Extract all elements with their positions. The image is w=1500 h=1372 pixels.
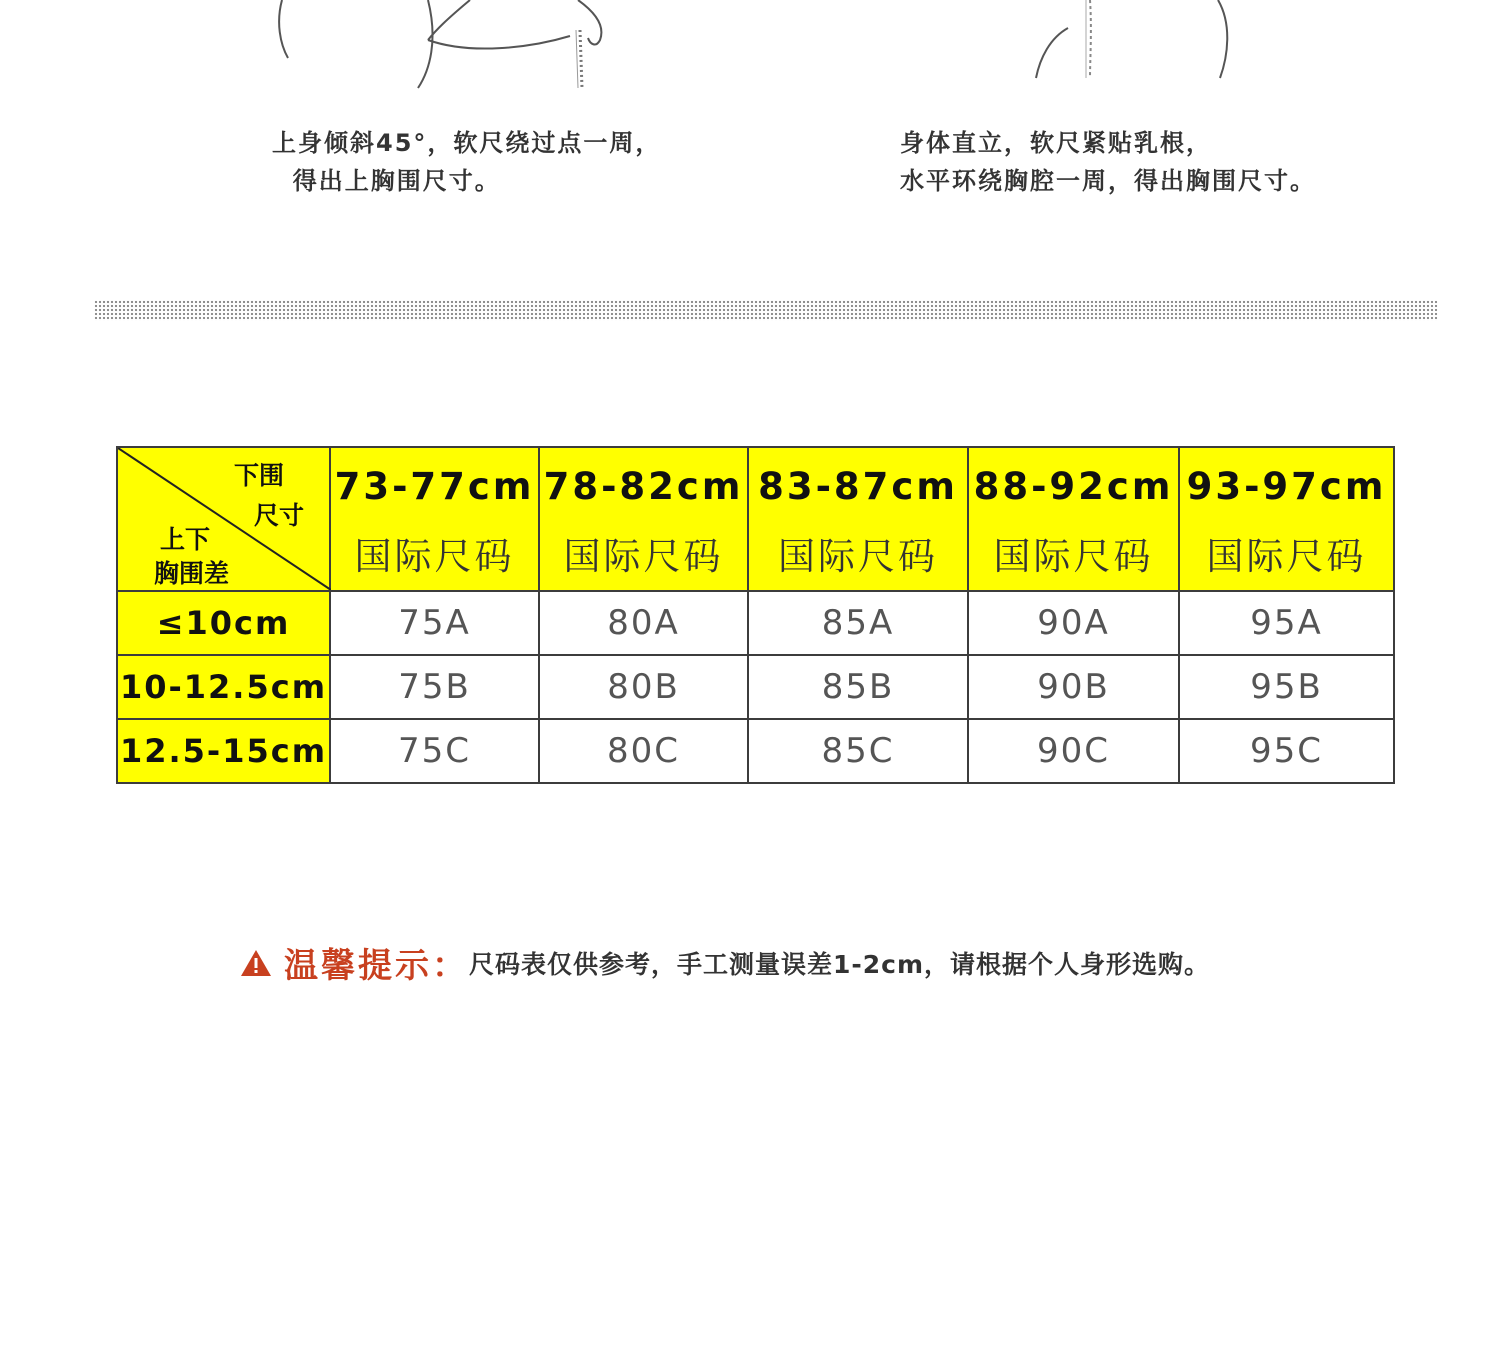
corner-bottom-label-1: 上下	[160, 525, 211, 554]
column-range: 88-92cm	[973, 464, 1174, 508]
column-header-3	[748, 447, 968, 591]
table-row	[117, 719, 1394, 783]
size-cell: 90A	[968, 591, 1179, 655]
column-header-2	[539, 447, 748, 591]
column-range: 83-87cm	[758, 464, 958, 508]
corner-header-cell	[117, 447, 330, 591]
measure-under-bust-illustration	[1020, 0, 1250, 90]
size-cell: 85A	[748, 591, 968, 655]
row-label: 10-12.5cm	[117, 655, 330, 719]
size-cell: 75A	[330, 591, 539, 655]
column-range: 73-77cm	[334, 464, 535, 508]
column-range: 93-97cm	[1186, 464, 1387, 508]
size-cell: 75B	[330, 655, 539, 719]
size-cell: 90C	[968, 719, 1179, 783]
notice-title: 温馨提示：	[284, 946, 469, 986]
size-cell: 95C	[1179, 719, 1394, 783]
column-label: 国际尺码	[354, 534, 515, 578]
caption-upper-bust: 上身倾斜45°，软尺绕过点一周， 得出上胸围尺寸。	[272, 129, 662, 195]
column-label: 国际尺码	[778, 534, 938, 578]
warning-triangle-icon	[240, 948, 272, 978]
column-label: 国际尺码	[993, 534, 1154, 578]
corner-bottom-label-2: 胸围差	[154, 559, 230, 588]
notice-text: 尺码表仅供参考，手工测量误差1-2cm，请根据个人身形选购。	[469, 949, 1211, 979]
measure-upper-bust-illustration	[260, 0, 640, 90]
row-label: ≤10cm	[117, 591, 330, 655]
size-cell: 85B	[748, 655, 968, 719]
table-row	[117, 655, 1394, 719]
row-label: 12.5-15cm	[117, 719, 330, 783]
column-header-5	[1179, 447, 1394, 591]
table-header-row	[117, 447, 1394, 591]
size-cell: 80B	[539, 655, 748, 719]
size-cell: 90B	[968, 655, 1179, 719]
column-header-1	[330, 447, 539, 591]
column-label: 国际尺码	[1206, 534, 1367, 578]
size-cell: 75C	[330, 719, 539, 783]
column-header-4	[968, 447, 1179, 591]
corner-top-label-1: 下围	[234, 461, 285, 490]
size-cell: 80C	[539, 719, 748, 783]
warm-tip-notice	[240, 938, 1210, 987]
corner-top-label-2: 尺寸	[254, 501, 305, 530]
size-cell: 85C	[748, 719, 968, 783]
dotted-divider	[94, 300, 1438, 321]
size-chart-table	[116, 446, 1395, 784]
column-range: 78-82cm	[543, 464, 744, 508]
caption-under-bust: 身体直立，软尺紧贴乳根， 水平环绕胸腔一周，得出胸围尺寸。	[900, 129, 1316, 195]
table-row	[117, 591, 1394, 655]
size-cell: 95A	[1179, 591, 1394, 655]
size-cell: 95B	[1179, 655, 1394, 719]
size-cell: 80A	[539, 591, 748, 655]
column-label: 国际尺码	[563, 534, 724, 578]
